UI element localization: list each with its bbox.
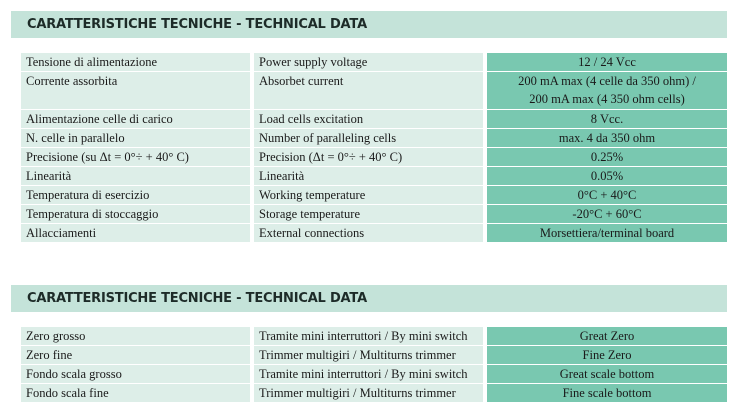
label-italian: N. celle in parallelo bbox=[21, 129, 250, 148]
value: -20°C + 60°C bbox=[487, 205, 727, 224]
table-row bbox=[21, 167, 727, 186]
label-italian: Fondo scala grosso bbox=[21, 365, 250, 384]
table-row bbox=[21, 53, 727, 72]
table-row bbox=[21, 346, 727, 365]
value: 0.05% bbox=[487, 167, 727, 186]
label-english: Precision (Δt = 0°÷ + 40° C) bbox=[254, 148, 483, 167]
table-row bbox=[21, 129, 727, 148]
label-english: Tramite mini interruttori / By mini switch bbox=[254, 365, 483, 384]
label-english: Number of paralleling cells bbox=[254, 129, 483, 148]
adjustments-table bbox=[21, 327, 727, 403]
label-italian: Zero fine bbox=[21, 346, 250, 365]
label-english: External connections bbox=[254, 224, 483, 243]
value-line-2: 200 mA max (4 350 ohm cells) bbox=[529, 92, 685, 106]
table-row bbox=[21, 148, 727, 167]
label-english: Tramite mini interruttori / By mini switch bbox=[254, 327, 483, 346]
value: 0°C + 40°C bbox=[487, 186, 727, 205]
table-row bbox=[21, 384, 727, 403]
label-italian: Corrente assorbita bbox=[21, 72, 250, 110]
table-row bbox=[21, 72, 727, 110]
value: Great Zero bbox=[487, 327, 727, 346]
section-title-technical-data-2: CARATTERISTICHE TECNICHE - TECHNICAL DATA bbox=[11, 285, 727, 312]
table-row bbox=[21, 365, 727, 384]
value: Great scale bottom bbox=[487, 365, 727, 384]
technical-data-table bbox=[21, 53, 727, 243]
table-row bbox=[21, 186, 727, 205]
label-italian: Temperatura di esercizio bbox=[21, 186, 250, 205]
table-row bbox=[21, 327, 727, 346]
label-italian: Linearità bbox=[21, 167, 250, 186]
section-title-technical-data: CARATTERISTICHE TECNICHE - TECHNICAL DATA bbox=[11, 11, 727, 38]
value: 12 / 24 Vcc bbox=[487, 53, 727, 72]
value: Fine scale bottom bbox=[487, 384, 727, 403]
label-english: Trimmer multigiri / Multiturns trimmer bbox=[254, 346, 483, 365]
label-italian: Zero grosso bbox=[21, 327, 250, 346]
label-english: Storage temperature bbox=[254, 205, 483, 224]
label-italian: Precisione (su Δt = 0°÷ + 40° C) bbox=[21, 148, 250, 167]
label-english: Power supply voltage bbox=[254, 53, 483, 72]
label-english: Working temperature bbox=[254, 186, 483, 205]
label-italian: Fondo scala fine bbox=[21, 384, 250, 403]
label-italian: Tensione di alimentazione bbox=[21, 53, 250, 72]
label-italian: Allacciamenti bbox=[21, 224, 250, 243]
value: 0.25% bbox=[487, 148, 727, 167]
table-row bbox=[21, 205, 727, 224]
label-italian: Alimentazione celle di carico bbox=[21, 110, 250, 129]
value: Morsettiera/terminal board bbox=[487, 224, 727, 243]
table-row bbox=[21, 224, 727, 243]
label-english: Absorbet current bbox=[254, 72, 483, 110]
label-italian: Temperatura di stoccaggio bbox=[21, 205, 250, 224]
value: max. 4 da 350 ohm bbox=[487, 129, 727, 148]
table-row bbox=[21, 110, 727, 129]
value bbox=[487, 72, 727, 110]
value: Fine Zero bbox=[487, 346, 727, 365]
value: 8 Vcc. bbox=[487, 110, 727, 129]
label-english: Linearità bbox=[254, 167, 483, 186]
value-line-1: 200 mA max (4 celle da 350 ohm) / bbox=[518, 74, 696, 88]
label-english: Trimmer multigiri / Multiturns trimmer bbox=[254, 384, 483, 403]
label-english: Load cells excitation bbox=[254, 110, 483, 129]
